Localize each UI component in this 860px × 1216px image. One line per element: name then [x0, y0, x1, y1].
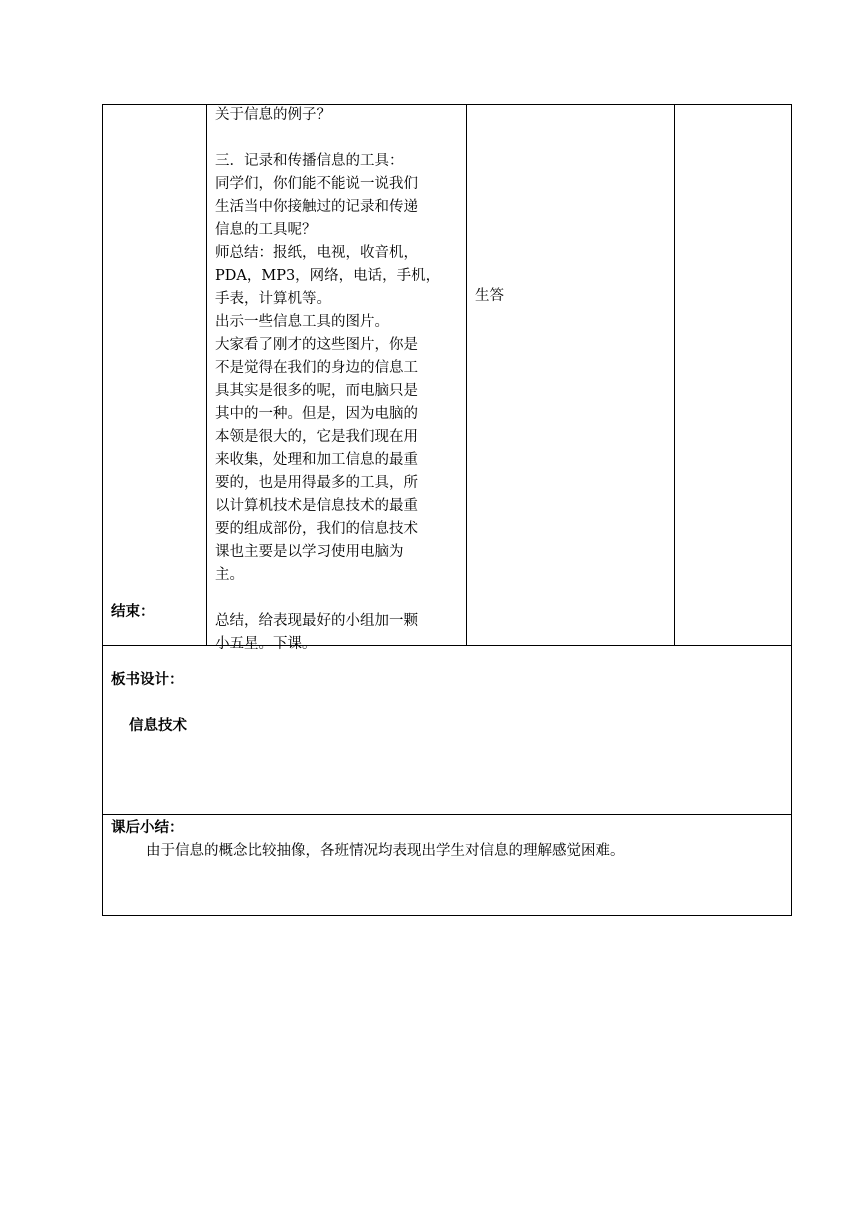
- content-line: 总结，给表现最好的小组加一颗: [215, 613, 418, 629]
- row-divider-reflection: [102, 814, 792, 815]
- column-divider-3: [674, 104, 675, 646]
- student-activity: 生答: [475, 288, 504, 304]
- content-line: 信息的工具呢？: [215, 222, 317, 238]
- content-line: 出示一些信息工具的图片。: [215, 314, 389, 330]
- content-line: 师总结：报纸，电视，收音机，: [215, 245, 418, 261]
- content-line: 本领是很大的，它是我们现在用: [215, 429, 418, 445]
- content-line: 主。: [215, 567, 244, 583]
- content-line: 课也主要是以学习使用电脑为: [215, 544, 404, 560]
- content-line: 要的，也是用得最多的工具，所: [215, 475, 418, 491]
- reflection-label: 课后小结：: [111, 820, 184, 836]
- content-line: 来收集，处理和加工信息的最重: [215, 452, 418, 468]
- content-line: 手表，计算机等。: [215, 291, 331, 307]
- content-line: 不是觉得在我们的身边的信息工: [215, 360, 418, 376]
- content-line: PDA，MP3，网络，电话，手机，: [215, 268, 441, 284]
- content-line: 同学们，你们能不能说一说我们: [215, 176, 418, 192]
- content-line: 其中的一种。但是，因为电脑的: [215, 406, 418, 422]
- content-line: 三．记录和传播信息的工具：: [215, 153, 404, 169]
- column-divider-2: [466, 104, 467, 646]
- table-border-right: [791, 104, 792, 916]
- teaching-content: [215, 104, 440, 656]
- content-line: 以计算机技术是信息技术的最重: [215, 498, 418, 514]
- table-border-left: [102, 104, 103, 916]
- table-border-bottom: [102, 915, 792, 916]
- reflection-content: 由于信息的概念比较抽像，各班情况均表现出学生对信息的理解感觉困难。: [146, 843, 625, 859]
- column-divider-1: [206, 104, 207, 646]
- content-line: 具其实是很多的呢，而电脑只是: [215, 383, 418, 399]
- board-design-content: 信息技术: [129, 718, 187, 734]
- content-line: [215, 127, 440, 150]
- content-line: [215, 587, 440, 610]
- stage-label-end: 结束：: [111, 604, 155, 620]
- board-design-label: 板书设计：: [111, 672, 184, 688]
- content-line: 小五星。下课。: [215, 636, 317, 652]
- content-line: 要的组成部份，我们的信息技术: [215, 521, 418, 537]
- content-line: 生活当中你接触过的记录和传递: [215, 199, 418, 215]
- content-line: 关于信息的例子？: [215, 107, 331, 123]
- content-line: 大家看了刚才的这些图片，你是: [215, 337, 418, 353]
